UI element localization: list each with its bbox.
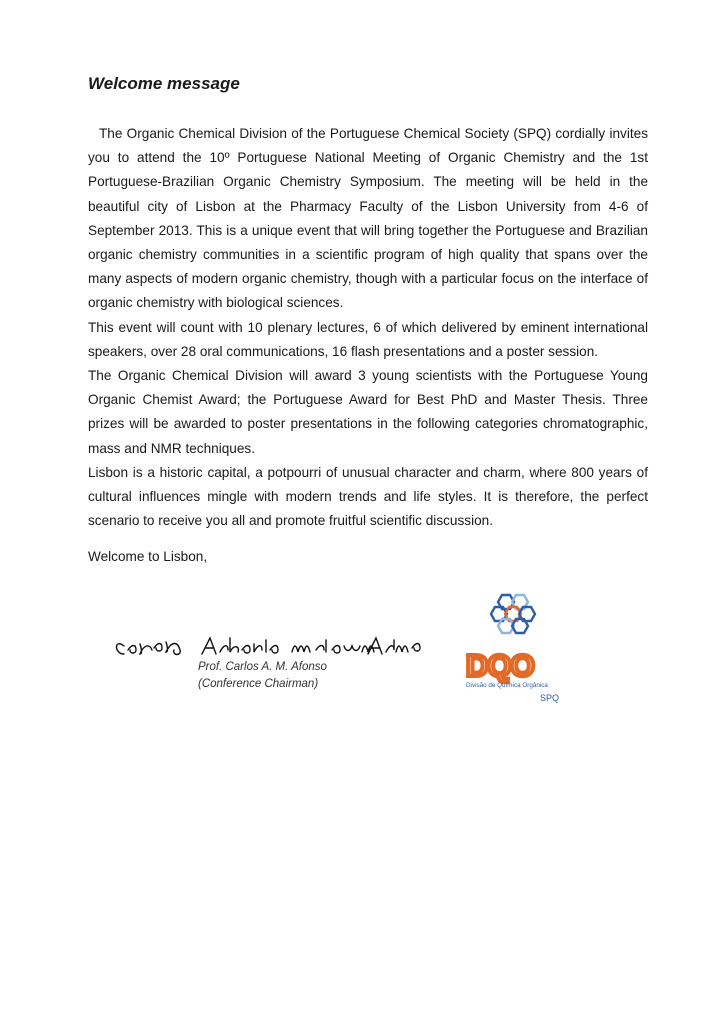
handwritten-signature — [110, 628, 430, 662]
closing-line: Welcome to Lisbon, — [88, 549, 208, 564]
paragraph-awards: The Organic Chemical Division will award 3 young scientists with the Portuguese Young Organic Chemist Award; the Portuguese Award for Best PhD and Master Thesis. Three prizes will be awarded to poster presentations in the following categories chromatographic, mass and NMR techniques. — [88, 368, 648, 456]
logo-society: SPQ — [540, 693, 560, 703]
hexagon-cluster-icon — [491, 595, 535, 633]
signatory-name: Prof. Carlos A. M. Afonso — [198, 661, 327, 673]
paragraph-intro: The Organic Chemical Division of the Portuguese Chemical Society (SPQ) cordially invites you to attend the 10º Portuguese National Meeting of Organic Chemistry and the 1st Portuguese-Brazilian Organic Chemistry Symposium. The meeting will be held in the beautiful city of Lisbon at the Pharmacy Faculty of the Lisbon University from 4-6 of September 2013. This is a unique event that will bring together the Portuguese and Brazilian organic chemistry communities in a scientific program of high quality that spans over the many aspects of modern organic chemistry, though with a particular focus on the interface of organic chemistry with biological sciences. — [88, 126, 648, 311]
paragraph-program: This event will count with 10 plenary lectures, 6 of which delivered by eminent international speakers, over 28 oral communications, 16 flash presentations and a poster session. — [88, 319, 648, 359]
welcome-body — [88, 122, 648, 533]
paragraph-lisbon: Lisbon is a historic capital, a potpourri of unusual character and charm, where 800 years of cultural influences mingle with modern trends and life styles. It is therefore, the perfect scenario to receive you all and promote fruitful scientific discussion. — [88, 464, 648, 529]
signatory-role: (Conference Chairman) — [198, 678, 319, 690]
logo-acronym: DQO — [466, 648, 534, 683]
dqo-logo — [462, 592, 562, 704]
signature-block — [198, 659, 327, 693]
page-title: Welcome message — [88, 74, 240, 93]
logo-subtitle: Divisão de Química Orgânica — [466, 682, 548, 689]
